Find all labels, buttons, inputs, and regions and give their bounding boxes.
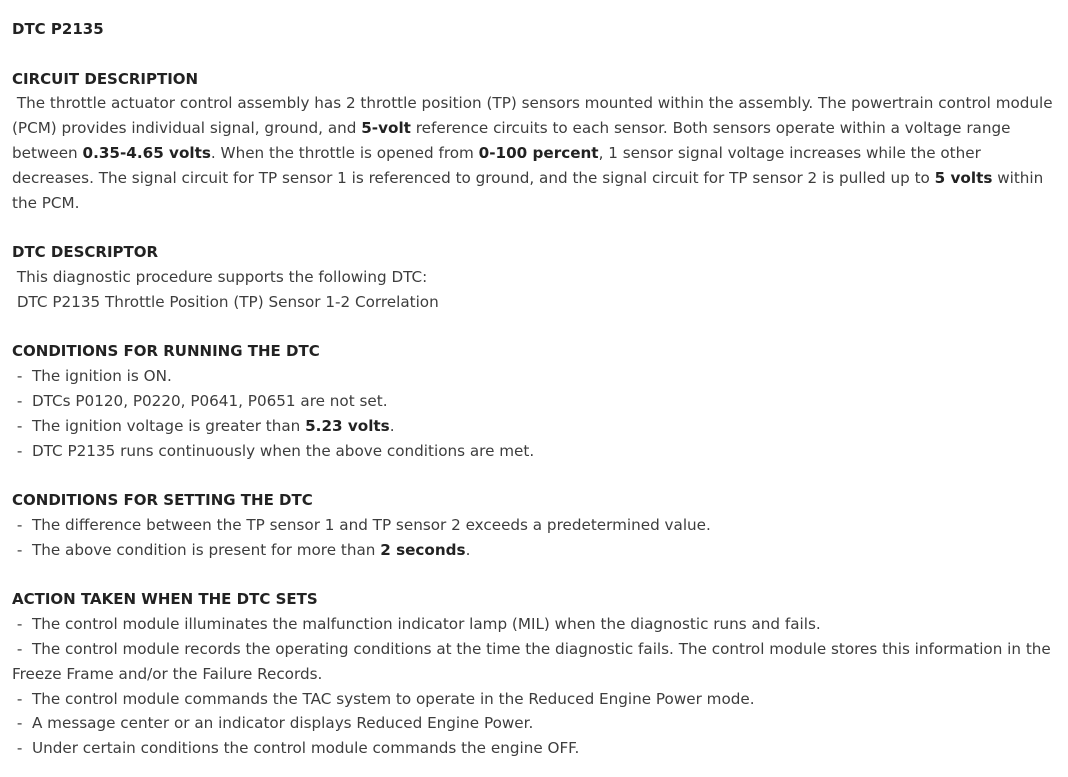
action-taken-section (12, 587, 1056, 761)
dtc-descriptor-section (12, 240, 1056, 314)
list-item: - DTC P2135 runs continuously when the above conditions are met. (12, 441, 535, 460)
page-title: DTC P2135 (12, 20, 104, 38)
setting-conditions-heading: CONDITIONS FOR SETTING THE DTC (12, 491, 313, 510)
running-conditions-section (12, 339, 1056, 463)
circuit-text-5: within the PCM. (12, 168, 1049, 212)
circuit-description-section (12, 67, 1056, 216)
list-item: - DTCs P0120, P0220, P0641, P0651 are not set. (12, 391, 388, 410)
list-item-bold: 5.23 volts (305, 416, 390, 435)
list-item-text: - The ignition voltage is greater than (12, 416, 306, 435)
descriptor-line: DTC P2135 Throttle Position (TP) Sensor 1-2 Correlation (12, 292, 439, 311)
list-item: - A message center or an indicator displays Reduced Engine Power. (12, 714, 534, 733)
action-taken-heading: ACTION TAKEN WHEN THE DTC SETS (12, 590, 318, 609)
circuit-bold-2: 0.35-4.65 volts (82, 143, 211, 162)
circuit-description-text (12, 91, 1056, 215)
list-item-text: . (465, 540, 471, 559)
list-item (12, 414, 1056, 439)
circuit-bold-1: 5-volt (361, 119, 411, 138)
setting-conditions-section (12, 488, 1056, 562)
circuit-text-4: , 1 sensor signal voltage increases while the other decreases. The signal circuit for TP sensor 1 is referenced to ground, and the signal circuit for TP sensor 2 is pulled up to (12, 143, 986, 187)
circuit-description-heading: CIRCUIT DESCRIPTION (12, 69, 199, 88)
circuit-text-3: . When the throttle is opened from (210, 143, 479, 162)
circuit-text-2: reference circuits to each sensor. Both sensors operate within a voltage range between (12, 119, 1016, 162)
list-item (12, 538, 1056, 563)
circuit-bold-3: 0-100 percent (478, 143, 599, 162)
list-item: - The difference between the TP sensor 1 and TP sensor 2 exceeds a predetermined value. (12, 515, 711, 534)
list-item-text: - The above condition is present for more than (12, 540, 381, 559)
dtc-descriptor-heading: DTC DESCRIPTOR (12, 243, 159, 262)
circuit-text-1: The throttle actuator control assembly has 2 throttle position (TP) sensors mounted within the assembly. The powertrain control module (PCM) provides individual signal, ground, and (12, 94, 1058, 138)
list-item: - The control module illuminates the malfunction indicator lamp (MIL) when the diagnostic runs and fails. (12, 615, 821, 634)
list-item: - The ignition is ON. (12, 367, 172, 386)
list-item-text: . (389, 416, 395, 435)
list-item: - The control module commands the TAC system to operate in the Reduced Engine Power mode. (12, 689, 755, 708)
list-item: - The control module records the operating conditions at the time the diagnostic fails. The control module stores this information in the Freeze Frame and/or the Failure Records. (12, 639, 1056, 683)
list-item-bold: 2 seconds (380, 540, 466, 559)
descriptor-line: This diagnostic procedure supports the following DTC: (12, 267, 428, 286)
list-item: - Under certain conditions the control module commands the engine OFF. (12, 739, 580, 758)
running-conditions-heading: CONDITIONS FOR RUNNING THE DTC (12, 342, 320, 361)
circuit-bold-4: 5 volts (934, 168, 993, 187)
